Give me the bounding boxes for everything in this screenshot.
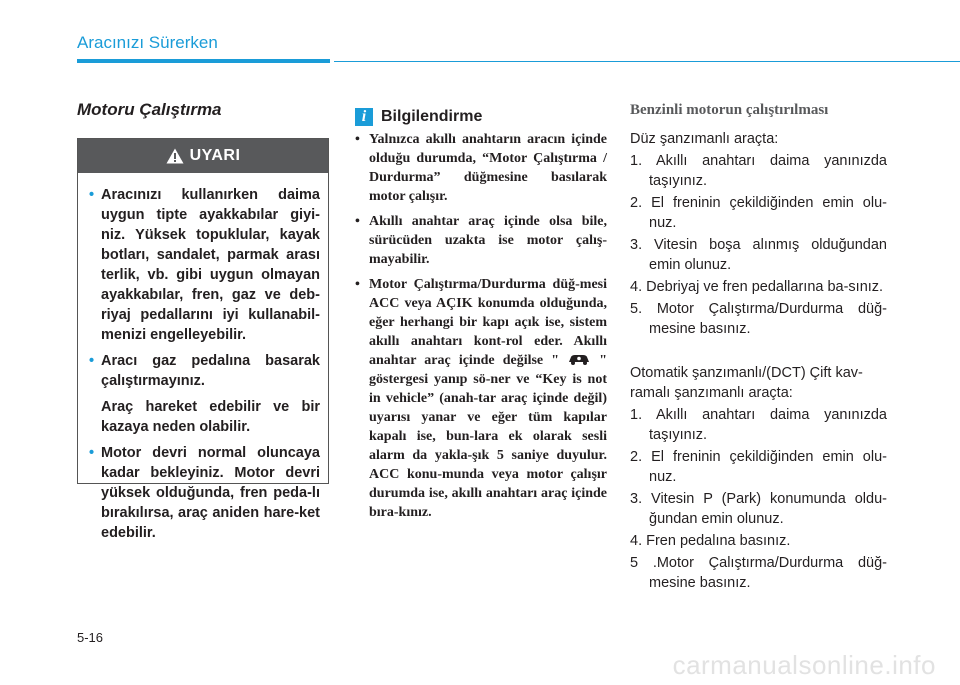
info-item-text: Akıllı anahtar araç içinde olsa bile, sürücüden uzakta ise motor çalış-mayabilir.	[369, 214, 607, 267]
info-icon: i	[355, 108, 373, 126]
bullet-dot-icon: •	[89, 353, 95, 369]
warning-item	[89, 351, 320, 391]
subsection-title: Benzinli motorun çalıştırılması	[630, 102, 829, 118]
left-column	[77, 100, 331, 541]
manual-step: 4. Debriyaj ve fren pedallarına ba-sınız.	[630, 279, 884, 295]
bullet-dot-icon: •	[355, 214, 360, 229]
warning-label: UYARI	[189, 147, 241, 164]
warning-item-text: Aracınızı kullanırken daima uygun tipte ayakkabılar giyi-niz. Yüksek topuklular, kayak botları, sandalet, parmak arası terlik, vb. gibi uygun olmayan ayakkabılar, fren, gaz ve deb-riyaj pedallarını iyi kullanabil-menizi engelleyebilir.	[101, 187, 320, 343]
warning-body	[78, 173, 328, 543]
manual-step: 2. El freninin çekildiğinden emin olu-nuz.	[630, 195, 887, 231]
auto-step: 4. Fren pedalına basınız.	[630, 533, 791, 549]
auto-intro: Otomatik şanzımanlı/(DCT) Çift kav-ramalı şanzımanlı araçta:	[630, 365, 863, 401]
auto-step: 5 .Motor Çalıştırma/Durdurma düğ-mesine basınız.	[630, 555, 887, 591]
info-item	[355, 275, 607, 522]
car-key-indicator-icon	[567, 353, 591, 365]
info-header	[355, 108, 607, 126]
warning-triangle-icon	[166, 148, 184, 164]
section-header-title: Aracınızı Sürerken	[77, 33, 218, 52]
watermark: carmanualsonline.info	[672, 650, 936, 680]
info-item-text: Yalnızca akıllı anahtarın aracın içinde olduğu durumda, “Motor Çalıştırma / Durdurma” düğmesine basılarak motor çalışır.	[369, 132, 607, 204]
info-item	[355, 212, 607, 269]
bullet-dot-icon: •	[355, 277, 360, 292]
right-column	[630, 100, 887, 595]
auto-step: 2. El freninin çekildiğinden emin olu-nuz.	[630, 449, 887, 485]
middle-column	[355, 100, 607, 528]
warning-note: Araç hareket edebilir ve bir kazaya neden olabilir.	[101, 399, 320, 435]
info-title: Bilgilendirme	[381, 108, 483, 125]
spacer	[630, 341, 887, 363]
info-item-text-before: Motor Çalıştırma/Durdurma düğ-mesi ACC veya AÇIK konumda olduğunda, eğer herhangi bir kapı açık ise, sistem akıllı anahtarı kont-rol eder. Akıllı anahtar araç içinde değilse "	[369, 277, 607, 368]
bullet-dot-icon: •	[89, 445, 95, 461]
header-rule-thick	[77, 59, 330, 63]
page-number: 5-16	[77, 630, 104, 645]
warning-item-text: Aracı gaz pedalına basarak çalıştırmayınız.	[101, 353, 320, 389]
warning-header	[78, 139, 328, 173]
warning-item	[89, 443, 320, 543]
section-title: Motoru Çalıştırma	[77, 100, 222, 119]
manual-intro: Düz şanzımanlı araçta:	[630, 131, 779, 147]
bullet-dot-icon: •	[355, 132, 360, 147]
info-item	[355, 130, 607, 206]
warning-box	[77, 138, 329, 541]
info-item-text-after: " göstergesi yanıp sö-ner ve “Key is not in vehicle” (anah-tar araç içinde değil) uyarısı yanar ve eğer tüm kapılar kapalı ise, bun-lara ek olarak sesli alarm da yakla-şık 5 saniye duyulur. ACC konu-munda veya motor çalışır durumda ise, akıllı anahtarı araç içinde bıra-kınız.	[369, 353, 608, 520]
manual-step: 3. Vitesin boşa alınmış olduğundan emin olunuz.	[630, 237, 887, 273]
bullet-dot-icon: •	[89, 187, 95, 203]
header-rule-thin	[334, 61, 960, 62]
warning-item	[89, 185, 320, 345]
auto-step: 1. Akıllı anahtarı daima yanınızda taşıyınız.	[630, 407, 887, 443]
warning-item-text: Motor devri normal oluncaya kadar bekleyiniz. Motor devri yüksek olduğunda, fren peda-lı bırakılırsa, araç aniden hare-ket edebilir.	[101, 445, 320, 541]
auto-step: 3. Vitesin P (Park) konumunda oldu-ğundan emin olunuz.	[630, 491, 887, 527]
manual-step: 1. Akıllı anahtarı daima yanınızda taşıyınız.	[630, 153, 887, 189]
manual-step: 5. Motor Çalıştırma/Durdurma düğ-mesine basınız.	[630, 301, 887, 337]
